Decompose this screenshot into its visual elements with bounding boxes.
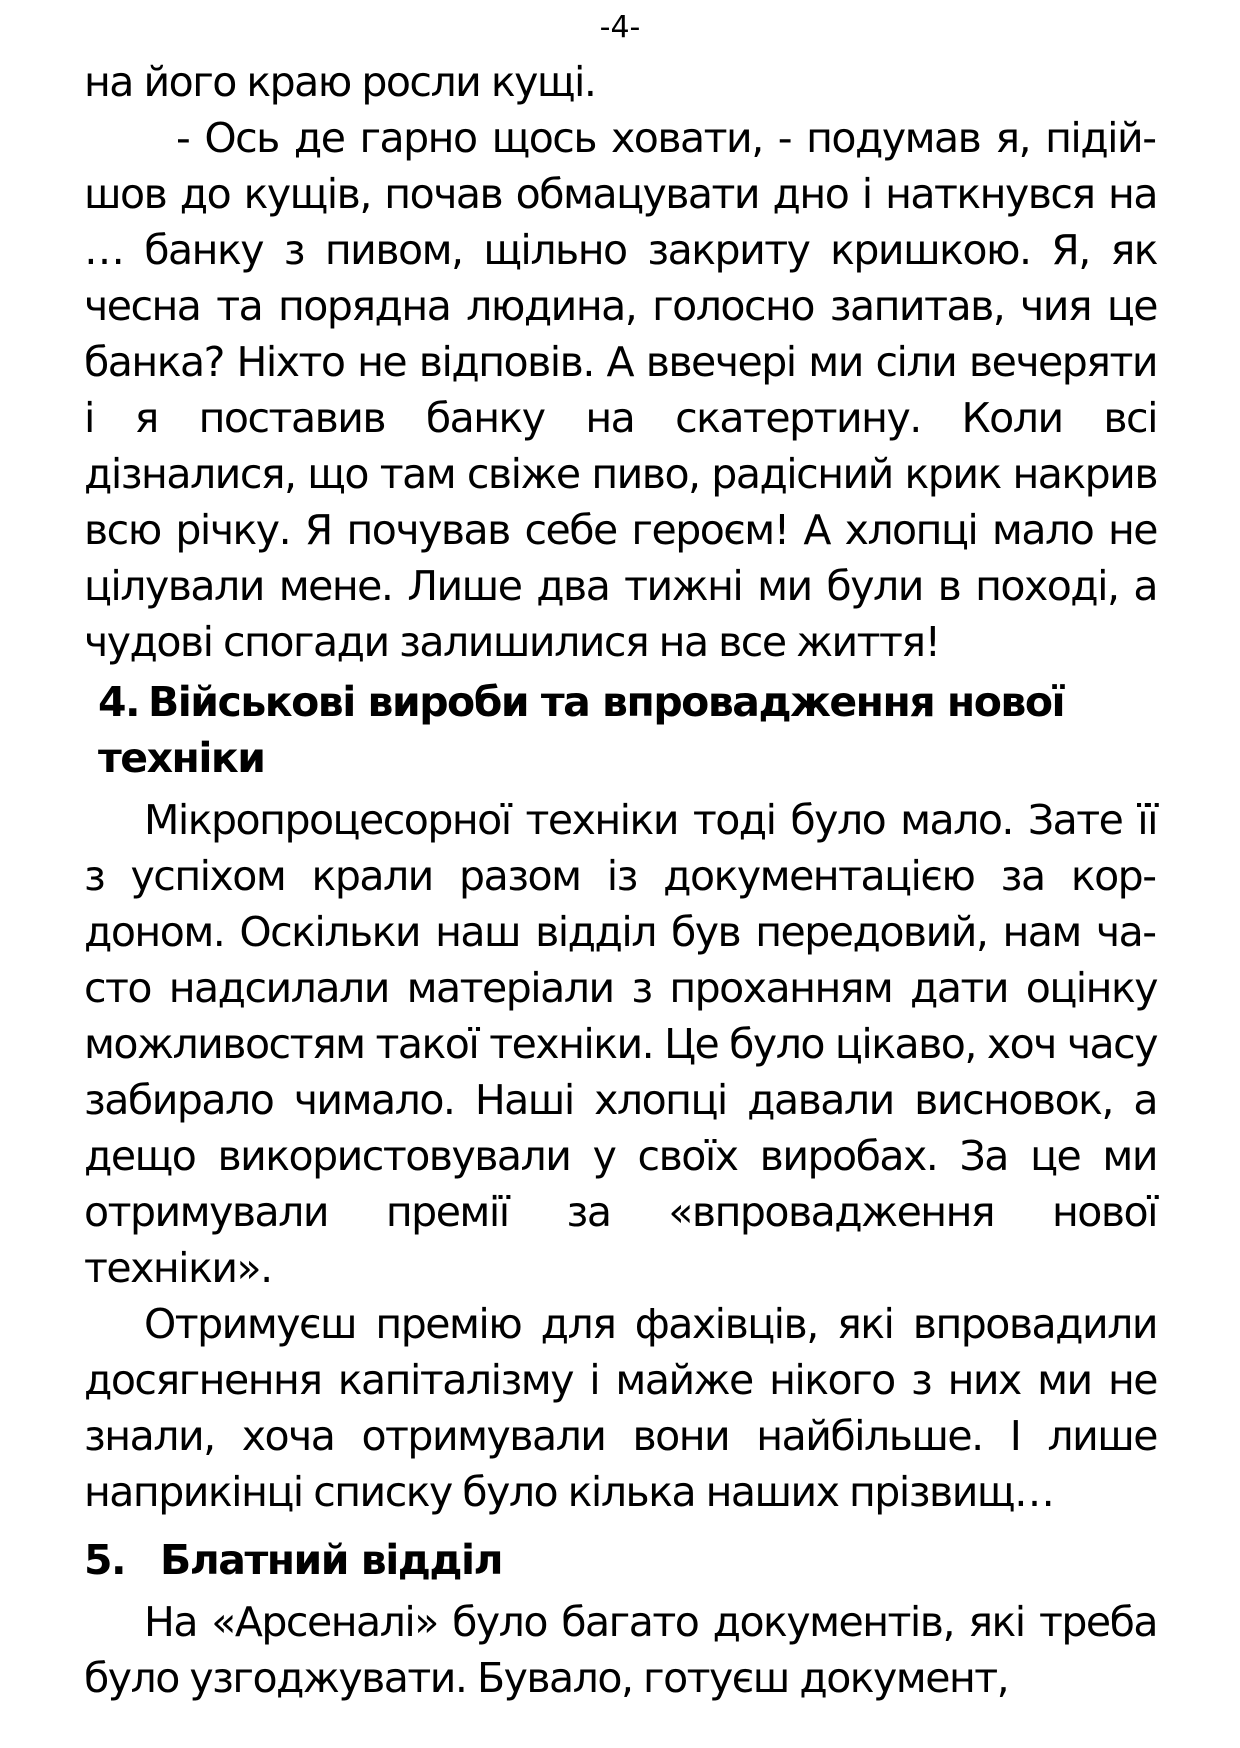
section-5-title: Блатний відділ (160, 1536, 503, 1584)
section-4-title: Військові вироби та впровадження нової техніки (98, 678, 1065, 782)
page-number: -4- (599, 10, 641, 45)
section-4-paragraph-2: Отримуєш премію для фахівців, які впровадили досягнення капіталізму і майже нікого з них ми не знали, хоча отримували вони найбільше. І лише наприкінці списку було кілька наших прізвищ… (84, 1300, 1157, 1516)
section-4-paragraph-1: Мікропроцесорної техніки тоді було мало. Зате її з успіхом крали разом із документацією за кордоном. Оскільки наш відділ був передовий, нам часто надсилали матеріали з проханням дати оцінку можливостям такої техніки. Це було цікаво, хоч часу забирало чимало. Наші хлопці давали висновок, а дещо використовували у своїх виробах. За це ми отримували премії за «впровадження нової техніки». (84, 796, 1157, 1292)
section-5-paragraph-1: На «Арсеналі» було багато документів, які треба було узгоджувати. Бувало, готуєш документ, (84, 1598, 1157, 1702)
section-5-heading (84, 1532, 1157, 1588)
section-5-number: 5. (84, 1536, 126, 1584)
section-4-number: 4. (98, 678, 140, 726)
paragraph-continuation: на його краю росли кущі. (84, 58, 596, 106)
section-4-heading (84, 674, 1157, 786)
paragraph-dialogue: - Ось де гарно щось ховати, - подумав я, підійшов до кущів, почав обмацувати дно і наткнувся на … банку з пивом, щільно закриту кришкою. Я, як чесна та порядна людина, голосно запитав, чия це банка? Ніхто не відповів. А ввечері ми сіли вечеряти і я поставив банку на скатертину. Коли всі дізналися, що там свіже пиво, радісний крик накрив всю річку. Я почував себе героєм! А хлопці мало не цілували мене. Лише два тижні ми були в поході, а чудові спогади залишилися на все життя! (84, 114, 1157, 666)
page-body (84, 54, 1157, 1706)
